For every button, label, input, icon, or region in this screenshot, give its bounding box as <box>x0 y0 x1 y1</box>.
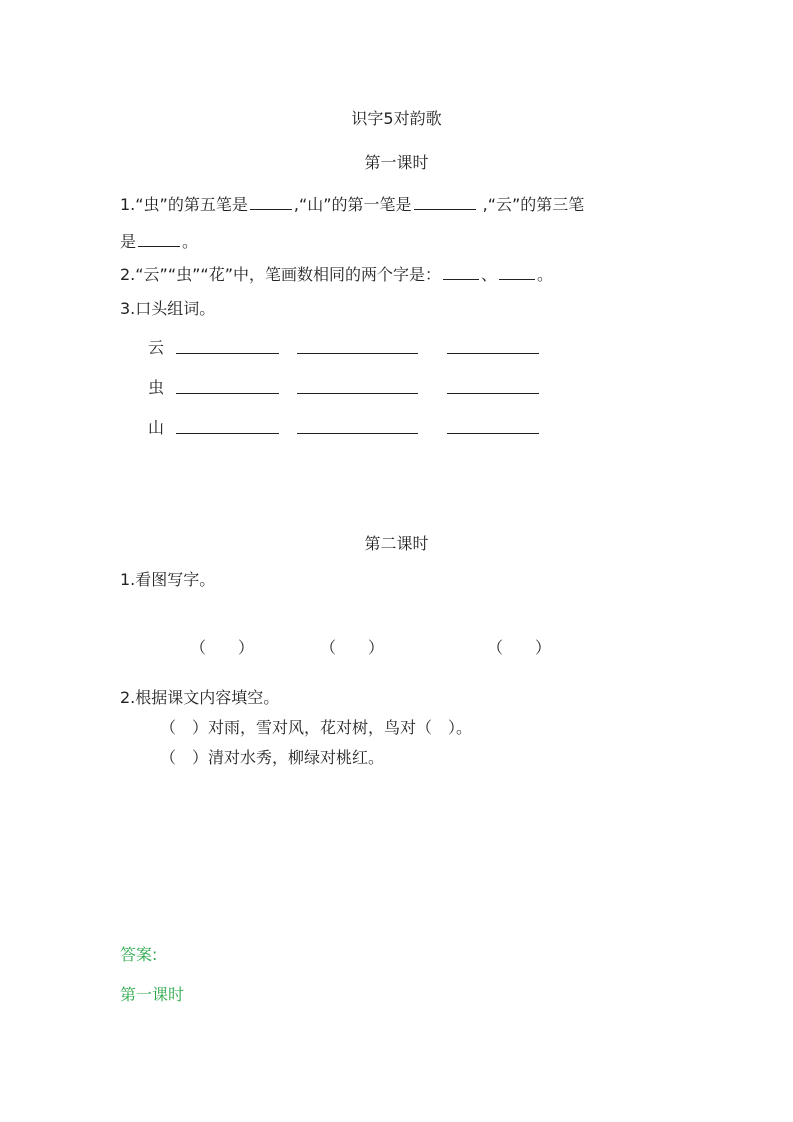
word-row-char-chong: 虫 <box>148 378 165 397</box>
lesson2-q2-line1: （ ）对雨，雪对风，花对树，鸟对（ ）。 <box>160 718 473 737</box>
q1-text-d: 是 <box>120 232 137 251</box>
picture-answer-paren-1[interactable]: （ ） <box>190 638 255 657</box>
lesson1-q1-line2 <box>120 229 198 252</box>
word-line[interactable] <box>297 393 418 394</box>
lesson2-q2-line2: （ ）清对水秀，柳绿对桃红。 <box>160 748 385 767</box>
lesson2-heading: 第二课时 <box>364 534 429 553</box>
picture-answer-paren-3[interactable]: （ ） <box>487 638 552 657</box>
picture-answer-paren-2[interactable]: （ ） <box>320 638 385 657</box>
q2-text: 2.“云”“虫”“花”中，笔画数相同的两个字是： <box>120 265 442 284</box>
q1-blank-2[interactable] <box>414 195 476 210</box>
lesson1-heading: 第一课时 <box>364 153 429 172</box>
lesson1-q1-line1 <box>120 192 584 215</box>
word-line[interactable] <box>176 393 279 394</box>
word-row-char-yun: 云 <box>148 338 165 357</box>
q1-text-a: 1.“虫”的第五笔是 <box>120 195 248 214</box>
word-line[interactable] <box>297 353 418 354</box>
answers-lesson1-heading: 第一课时 <box>120 985 185 1004</box>
lesson2-q2-text: 2.根据课文内容填空。 <box>120 688 280 707</box>
q1-blank-1[interactable] <box>250 195 292 210</box>
lesson2-q1-text: 1.看图写字。 <box>120 570 216 589</box>
word-line[interactable] <box>447 353 539 354</box>
answers-label: 答案: <box>120 945 158 964</box>
word-line[interactable] <box>447 393 539 394</box>
q2-blank-1[interactable] <box>443 265 479 280</box>
q1-text-end: 。 <box>182 232 199 251</box>
word-row-char-shan: 山 <box>148 418 165 437</box>
word-line[interactable] <box>176 353 279 354</box>
word-line[interactable] <box>176 433 279 434</box>
word-line[interactable] <box>447 433 539 434</box>
q1-text-b: ,“山”的第一笔是 <box>293 195 412 214</box>
lesson1-q2-line <box>120 262 553 285</box>
q2-sep: 、 <box>481 265 498 284</box>
q1-blank-3[interactable] <box>138 232 180 247</box>
page-title: 识字5对韵歌 <box>351 109 442 128</box>
lesson1-q3-text: 3.口头组词。 <box>120 299 216 318</box>
q1-text-c: ,“云”的第三笔 <box>477 195 585 214</box>
q2-end: 。 <box>537 265 554 284</box>
word-line[interactable] <box>297 433 418 434</box>
q2-blank-2[interactable] <box>499 265 535 280</box>
